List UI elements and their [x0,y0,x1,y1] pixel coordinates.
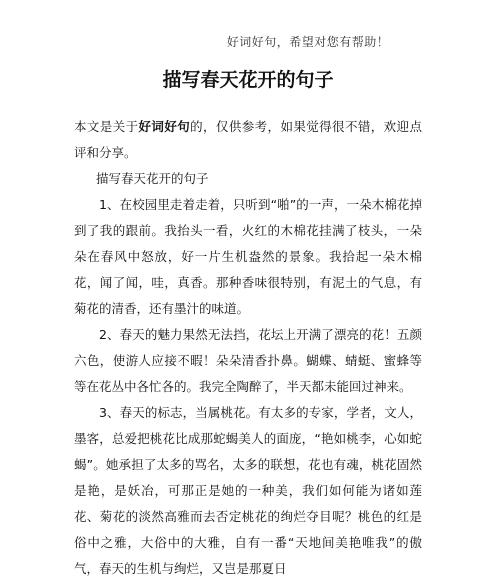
section-subtitle: 描写春天花开的句子 [96,171,209,186]
header-note: 好词好句，希望对您有帮助！ [226,35,390,49]
intro-paragraph [74,114,422,166]
page-title: 描写春天花开的句子 [162,69,334,91]
intro-keyword: 好词好句 [138,119,191,134]
intro-suffix: 的，仅供参考，如果觉得很不错，欢迎点评和分享。 [74,119,422,160]
paragraph-2: 2、春天的魅力果然无法挡，花坛上开满了漂亮的花！五颜六色，使游人应接不暇！朵朵清香扑鼻。蝴蝶、蜻蜓、蜜蜂等等在花丛中各忙各的。我完全陶醉了，半天都未能回过神来。 [74,327,422,394]
article-body [74,114,422,582]
intro-prefix: 本文是关于 [74,119,139,134]
paragraph-3: 3、春天的标志，当属桃花。有太多的专家，学者，文人，墨客，总爱把桃花比成那蛇蝎美人的面庞，“艳如桃李，心如蛇蝎”。她承担了太多的骂名，太多的联想，花也有魂，桃花固然是艳，是妖冶，可那正是她的一种美，我们如何能为诸如莲花、菊花的淡然高雅而去否定桃花的绚烂夺目呢？桃色的红是俗中之雅，大俗中的大雅，自有一番“天地间美艳唯我”的傲气，春天的生机与绚烂，又岂是那夏日 [74,405,422,576]
paragraph-1: 1、在校园里走着走着，只听到“啪”的一声，一朵木棉花掉到了我的跟前。我抬头一看，火红的木棉花挂满了枝头，一朵朵在春风中怒放，好一片生机盎然的景象。我拾起一朵木棉花，闻了闻，哇，真香。那种香味很特别，有泥土的气息，有菊花的清香，还有墨汁的味道。 [74,197,422,316]
